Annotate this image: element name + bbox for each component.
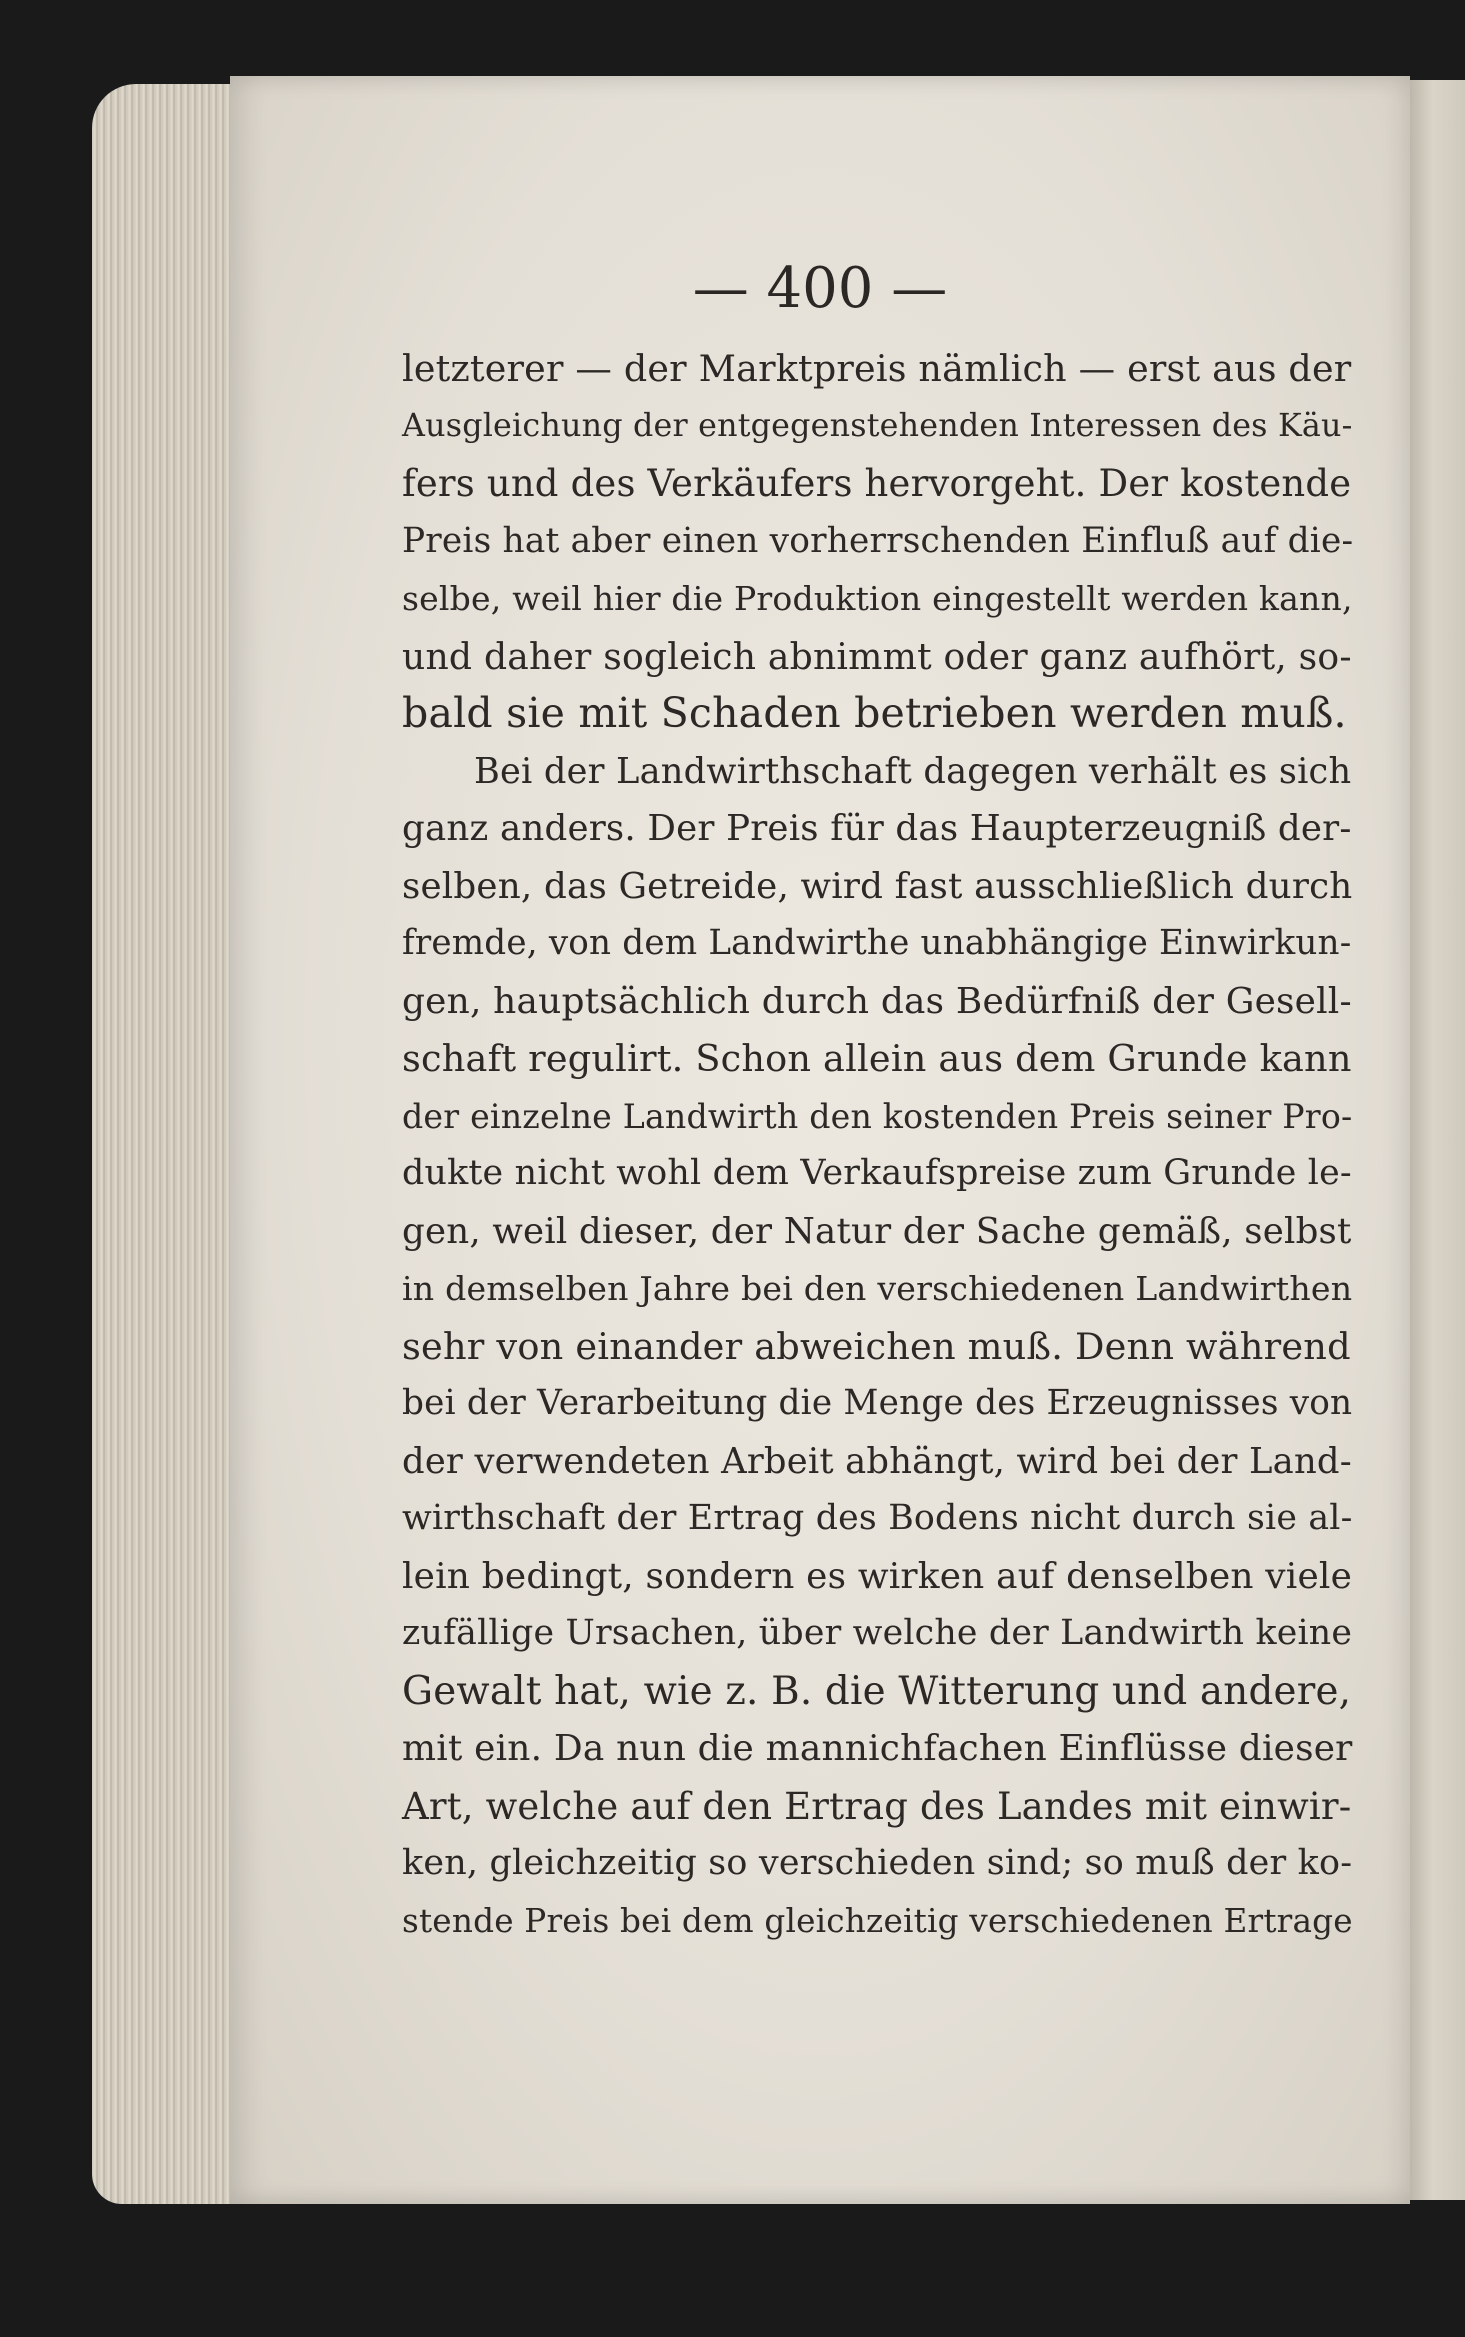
text-line: gen, hauptsächlich durch das Bedürfniß der Gesell- [402,980,1352,1022]
text-line: Art, welche auf den Ertrag des Landes mit einwir- [402,1784,1352,1828]
text-line: selbe, weil hier die Produktion eingestellt werden kann, [402,579,1353,618]
text-line: der einzelne Landwirth den kostenden Preis seiner Pro- [402,1096,1353,1136]
text-line: selben, das Getreide, wird fast ausschließlich durch [402,865,1353,907]
page-body-text [402,340,1354,1950]
text-line: bald sie mit Schaden betrieben werden muß. [402,689,1347,737]
text-line: wirthschaft der Ertrag des Bodens nicht durch sie al- [402,1498,1353,1538]
text-line: fremde, von dem Landwirthe unabhängige Einwirkun- [402,923,1352,963]
page-number: — 400 — [692,256,948,321]
text-line: letzterer — der Marktpreis nämlich — erst aus der [402,347,1352,390]
book-page [230,76,1410,2204]
text-line: ganz anders. Der Preis für das Haupterzeugniß der- [402,808,1352,849]
text-line: Preis hat aber einen vorherrschenden Einfluß auf die- [402,520,1354,561]
text-line: sehr von einander abweichen muß. Denn während [402,1324,1351,1368]
text-line: und daher sogleich abnimmt oder ganz aufhört, so- [402,634,1352,678]
text-line: fers und des Verkäufers hervorgeht. Der kostende [402,462,1352,505]
text-line: Bei der Landwirthschaft dagegen verhält es sich [474,750,1352,792]
text-line: bei der Verarbeitung die Menge des Erzeugnisses von [402,1383,1353,1423]
text-line: stende Preis bei dem gleichzeitig verschiedenen Ertrage [402,1901,1353,1940]
text-line: dukte nicht wohl dem Verkaufspreise zum Grunde le- [402,1153,1352,1193]
text-line: Gewalt hat, wie z. B. die Witterung und andere, [402,1668,1352,1714]
text-line: Ausgleichung der entgegenstehenden Interessen des Käu- [402,407,1353,444]
text-line: ken, gleichzeitig so verschieden sind; so muß der ko- [402,1843,1353,1883]
text-line: lein bedingt, sondern es wirken auf denselben viele [402,1555,1353,1597]
text-line: schaft regulirt. Schon allein aus dem Grunde kann [402,1037,1352,1080]
text-line: gen, weil dieser, der Natur der Sache gemäß, selbst [402,1210,1352,1252]
text-line: zufällige Ursachen, über welche der Landwirth keine [402,1613,1353,1653]
text-line: der verwendeten Arbeit abhängt, wird bei der Land- [402,1440,1352,1482]
facing-page-edge [1408,80,1465,2200]
text-line: in demselben Jahre bei den verschiedenen Landwirthen [402,1269,1353,1308]
text-line: mit ein. Da nun die mannichfachen Einflüsse dieser [402,1728,1353,1769]
page-stack-edges [92,84,242,2204]
